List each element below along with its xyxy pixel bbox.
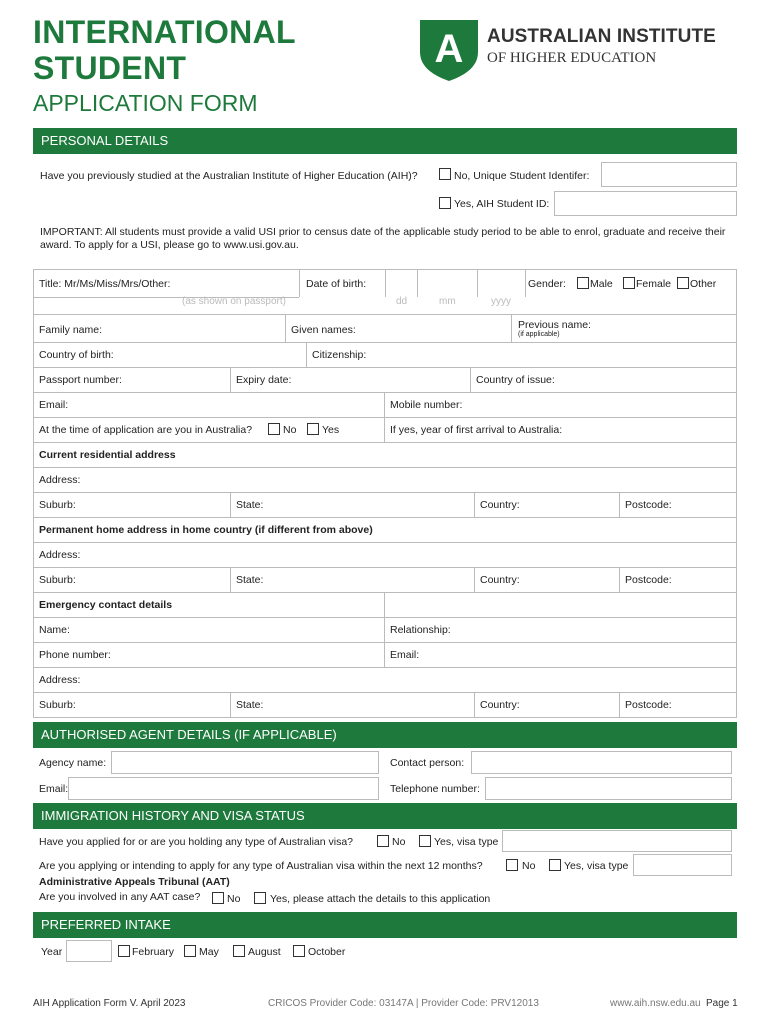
label-family-name: Family name: — [39, 324, 103, 336]
hint-dob-year: yyyy — [491, 296, 511, 307]
title-line-1: INTERNATIONAL — [33, 14, 296, 50]
label-permanent-address: Address: — [39, 549, 81, 561]
footer-website: www.aih.nsw.edu.au — [610, 998, 701, 1009]
label-current-suburb: Suburb: — [39, 499, 76, 511]
label-gender-male: Male — [590, 278, 613, 290]
label-intending-visa-no: No — [522, 860, 536, 872]
heading-aat: Administrative Appeals Tribunal (AAT) — [39, 876, 230, 888]
label-intake-year: Year — [41, 946, 63, 958]
personal-details-grid — [33, 269, 737, 718]
label-permanent-state: State: — [236, 574, 264, 586]
label-intake-may: May — [199, 946, 219, 958]
shield-logo-icon — [417, 18, 481, 82]
checkbox-intake-october[interactable] — [293, 945, 305, 957]
usi-important-notice: IMPORTANT: All students must provide a valid USI prior to census date of the applicable study period to be able to enrol, graduate and receive their award. To apply for a USI, please go to www.usi.gov.au. — [40, 226, 726, 251]
telephone-input[interactable] — [485, 777, 732, 800]
label-holding-visa-no: No — [392, 836, 406, 848]
logo-letter: A — [434, 27, 464, 71]
label-telephone: Telephone number: — [390, 783, 480, 795]
label-emergency-email: Email: — [390, 649, 420, 661]
label-expiry-date: Expiry date: — [236, 374, 292, 386]
label-citizenship: Citizenship: — [312, 349, 367, 361]
label-given-names: Given names: — [291, 324, 356, 336]
contact-person-input[interactable] — [471, 751, 732, 774]
section-immigration: IMMIGRATION HISTORY AND VISA STATUS — [33, 803, 737, 829]
footer-page-number: Page 1 — [706, 998, 738, 1009]
label-emergency-country: Country: — [480, 699, 520, 711]
checkbox-holding-visa-no[interactable] — [377, 835, 389, 847]
label-date-of-birth: Date of birth: — [306, 278, 367, 290]
label-intake-august: August — [248, 946, 281, 958]
footer-cricos: CRICOS Provider Code: 03147A | Provider Code: PRV12013 — [268, 998, 539, 1009]
label-mobile-number: Mobile number: — [390, 399, 463, 411]
heading-current-address: Current residential address — [39, 449, 176, 461]
intake-year-input[interactable] — [66, 940, 112, 962]
label-no-usi: No, Unique Student Identifer: — [454, 170, 590, 182]
label-emergency-relationship: Relationship: — [390, 624, 451, 636]
label-gender-female: Female — [636, 278, 672, 290]
label-previous-name: Previous name: — [518, 319, 591, 331]
label-arrival-year: If yes, year of first arrival to Australia: — [390, 424, 563, 436]
checkbox-aat-no[interactable] — [212, 892, 224, 904]
label-in-australia-no: No — [283, 424, 297, 436]
checkbox-intake-february[interactable] — [118, 945, 130, 957]
checkbox-gender-female[interactable] — [623, 277, 635, 289]
label-current-postcode: Postcode: — [625, 499, 672, 511]
section-agent-details: AUTHORISED AGENT DETAILS (IF APPLICABLE) — [33, 722, 737, 748]
label-emergency-phone: Phone number: — [39, 649, 111, 661]
label-intake-october: October — [308, 946, 346, 958]
label-email: Email: — [39, 399, 69, 411]
checkbox-yes-student-id[interactable] — [439, 197, 451, 209]
question-intending-visa: Are you applying or intending to apply for any type of Australian visa within the next 12 months? — [39, 860, 483, 872]
hint-as-shown-on-passport: (as shown on passport) — [182, 296, 286, 307]
question-in-australia: At the time of application are you in Australia? — [39, 424, 253, 436]
section-personal-details: PERSONAL DETAILS — [33, 128, 737, 154]
checkbox-intending-visa-no[interactable] — [506, 859, 518, 871]
checkbox-intake-may[interactable] — [184, 945, 196, 957]
checkbox-gender-other[interactable] — [677, 277, 689, 289]
label-intake-february: February — [132, 946, 175, 958]
logo-name-line-1: AUSTRALIAN INSTITUTE — [487, 26, 716, 47]
hint-dob-month: mm — [439, 296, 456, 307]
label-country-of-birth: Country of birth: — [39, 349, 114, 361]
holding-visa-type-input[interactable] — [502, 830, 732, 852]
label-agent-email: Email: — [39, 783, 69, 795]
hint-previous-name: (if applicable) — [518, 331, 560, 338]
label-current-country: Country: — [480, 499, 520, 511]
agency-name-input[interactable] — [111, 751, 379, 774]
label-passport-number: Passport number: — [39, 374, 122, 386]
title-line-2: STUDENT — [33, 50, 187, 86]
checkbox-no-usi[interactable] — [439, 168, 451, 180]
label-current-state: State: — [236, 499, 264, 511]
label-emergency-name: Name: — [39, 624, 70, 636]
label-title: Title: Mr/Ms/Miss/Mrs/Other: — [39, 278, 171, 290]
intending-visa-type-input[interactable] — [633, 854, 732, 876]
logo-name-line-2: OF HIGHER EDUCATION — [487, 50, 657, 66]
checkbox-aat-yes[interactable] — [254, 892, 266, 904]
label-permanent-suburb: Suburb: — [39, 574, 76, 586]
question-previous-study: Have you previously studied at the Australian Institute of Higher Education (AIH)? — [40, 170, 418, 182]
label-country-of-issue: Country of issue: — [476, 374, 555, 386]
checkbox-holding-visa-yes[interactable] — [419, 835, 431, 847]
agent-email-input[interactable] — [68, 777, 379, 800]
checkbox-intending-visa-yes[interactable] — [549, 859, 561, 871]
checkbox-in-australia-yes[interactable] — [307, 423, 319, 435]
question-holding-visa: Have you applied for or are you holding any type of Australian visa? — [39, 836, 354, 848]
label-aat-no: No — [227, 893, 241, 905]
footer-form-version: AIH Application Form V. April 2023 — [33, 998, 186, 1009]
label-gender: Gender: — [528, 278, 566, 290]
label-current-address: Address: — [39, 474, 81, 486]
label-emergency-suburb: Suburb: — [39, 699, 76, 711]
label-contact-person: Contact person: — [390, 757, 465, 769]
question-aat: Are you involved in any AAT case? — [39, 891, 201, 903]
label-emergency-state: State: — [236, 699, 264, 711]
aih-logo — [417, 18, 742, 82]
label-agency-name: Agency name: — [39, 757, 107, 769]
label-permanent-postcode: Postcode: — [625, 574, 672, 586]
label-emergency-postcode: Postcode: — [625, 699, 672, 711]
heading-emergency-contact: Emergency contact details — [39, 599, 173, 611]
label-in-australia-yes: Yes — [322, 424, 340, 436]
label-aat-yes: Yes, please attach the details to this application — [270, 893, 491, 905]
checkbox-intake-august[interactable] — [233, 945, 245, 957]
label-emergency-address: Address: — [39, 674, 81, 686]
usi-input[interactable] — [601, 162, 737, 187]
label-permanent-country: Country: — [480, 574, 520, 586]
heading-permanent-address: Permanent home address in home country (if different from above) — [39, 524, 373, 536]
label-holding-visa-yes: Yes, visa type — [434, 836, 499, 848]
checkbox-in-australia-no[interactable] — [268, 423, 280, 435]
hint-dob-day: dd — [396, 296, 408, 307]
form-subtitle: APPLICATION FORM — [33, 90, 258, 116]
label-gender-other: Other — [690, 278, 717, 290]
section-preferred-intake: PREFERRED INTAKE — [33, 912, 737, 938]
student-id-input[interactable] — [554, 191, 737, 216]
label-yes-student-id: Yes, AIH Student ID: — [454, 198, 550, 210]
form-title — [33, 14, 296, 118]
checkbox-gender-male[interactable] — [577, 277, 589, 289]
label-intending-visa-yes: Yes, visa type — [564, 860, 629, 872]
